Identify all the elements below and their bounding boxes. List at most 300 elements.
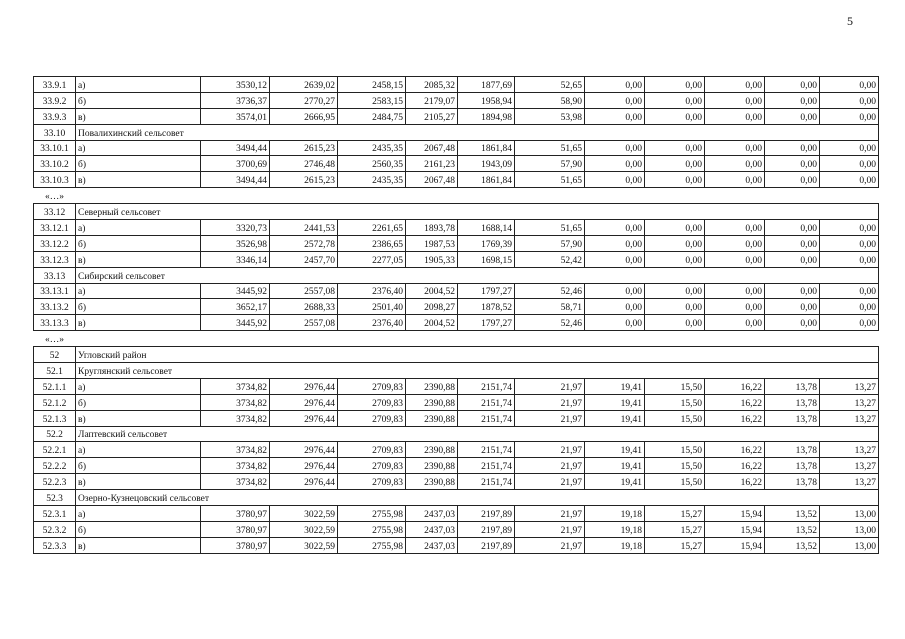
value-cell: 2390,88: [406, 442, 458, 458]
value-cell: 0,00: [705, 299, 765, 315]
row-letter: б): [76, 521, 201, 537]
value-cell: 2458,15: [338, 77, 406, 93]
section-row: [34, 267, 879, 283]
ellipsis-mark: «…»: [45, 192, 64, 203]
value-cell: 21,97: [515, 410, 585, 426]
value-cell: 13,78: [765, 410, 820, 426]
value-cell: 1769,39: [458, 235, 515, 251]
value-cell: 3494,44: [201, 172, 270, 188]
value-cell: 13,78: [765, 442, 820, 458]
value-cell: 0,00: [765, 108, 820, 124]
value-cell: 1958,94: [458, 92, 515, 108]
value-cell: 0,00: [645, 77, 705, 93]
row-code: 33.9.1: [34, 77, 76, 93]
table-row: [34, 299, 879, 315]
value-cell: 0,00: [645, 156, 705, 172]
value-cell: 3734,82: [201, 378, 270, 394]
value-cell: 3734,82: [201, 458, 270, 474]
value-cell: 2583,15: [338, 92, 406, 108]
value-cell: 13,27: [820, 474, 879, 490]
value-cell: 0,00: [645, 299, 705, 315]
value-cell: 0,00: [645, 92, 705, 108]
table-row: [34, 156, 879, 172]
value-cell: 3320,73: [201, 220, 270, 236]
value-cell: 2435,35: [338, 172, 406, 188]
value-cell: 2151,74: [458, 394, 515, 410]
value-cell: 0,00: [820, 235, 879, 251]
value-cell: 2709,83: [338, 378, 406, 394]
value-cell: 16,22: [705, 410, 765, 426]
value-cell: 0,00: [820, 283, 879, 299]
value-cell: 51,65: [515, 220, 585, 236]
value-cell: 0,00: [585, 235, 645, 251]
value-cell: 1861,84: [458, 172, 515, 188]
value-cell: 2557,08: [270, 315, 338, 331]
value-cell: 21,97: [515, 537, 585, 553]
value-cell: 52,46: [515, 283, 585, 299]
value-cell: 13,27: [820, 394, 879, 410]
value-cell: 2437,03: [406, 537, 458, 553]
table-row: [34, 537, 879, 553]
value-cell: 0,00: [645, 140, 705, 156]
table-row: [34, 410, 879, 426]
value-cell: 0,00: [705, 172, 765, 188]
value-cell: 13,52: [765, 521, 820, 537]
value-cell: 19,41: [585, 410, 645, 426]
value-cell: 16,22: [705, 442, 765, 458]
value-cell: 2376,40: [338, 315, 406, 331]
value-cell: 19,18: [585, 506, 645, 522]
row-letter: а): [76, 140, 201, 156]
value-cell: 3652,17: [201, 299, 270, 315]
value-cell: 0,00: [820, 77, 879, 93]
value-cell: 2709,83: [338, 474, 406, 490]
section-name: Лаптевский сельсовет: [76, 426, 879, 442]
value-cell: 3736,37: [201, 92, 270, 108]
value-cell: 0,00: [820, 299, 879, 315]
value-cell: 21,97: [515, 442, 585, 458]
section-row: [34, 124, 879, 140]
section-code: 33.13: [34, 267, 76, 283]
value-cell: 2085,32: [406, 77, 458, 93]
row-letter: а): [76, 506, 201, 522]
value-cell: 58,71: [515, 299, 585, 315]
value-cell: 16,22: [705, 378, 765, 394]
table-row: [34, 92, 879, 108]
row-code: 52.2.2: [34, 458, 76, 474]
value-cell: 15,50: [645, 410, 705, 426]
value-cell: 0,00: [705, 108, 765, 124]
value-cell: 0,00: [705, 235, 765, 251]
value-cell: 2151,74: [458, 474, 515, 490]
value-cell: 19,41: [585, 394, 645, 410]
value-cell: 19,41: [585, 458, 645, 474]
row-code: 33.12.3: [34, 251, 76, 267]
table-row: [34, 140, 879, 156]
value-cell: 2770,27: [270, 92, 338, 108]
table-row: [34, 235, 879, 251]
value-cell: 13,00: [820, 506, 879, 522]
value-cell: 0,00: [585, 251, 645, 267]
value-cell: 0,00: [705, 251, 765, 267]
value-cell: 19,41: [585, 442, 645, 458]
value-cell: 3445,92: [201, 315, 270, 331]
section-name: Сибирский сельсовет: [76, 267, 879, 283]
value-cell: 13,27: [820, 410, 879, 426]
value-cell: 0,00: [765, 77, 820, 93]
row-code: 52.1.2: [34, 394, 76, 410]
value-cell: 2437,03: [406, 506, 458, 522]
value-cell: 2615,23: [270, 172, 338, 188]
value-cell: 2755,98: [338, 537, 406, 553]
value-cell: 3734,82: [201, 442, 270, 458]
value-cell: 15,50: [645, 442, 705, 458]
value-cell: 1698,15: [458, 251, 515, 267]
value-cell: 0,00: [585, 77, 645, 93]
section-name: Повалихинский сельсовет: [76, 124, 879, 140]
value-cell: 2277,05: [338, 251, 406, 267]
row-letter: в): [76, 172, 201, 188]
value-cell: 2151,74: [458, 458, 515, 474]
value-cell: 21,97: [515, 506, 585, 522]
value-cell: 3734,82: [201, 410, 270, 426]
table-row: [34, 521, 879, 537]
value-cell: 15,27: [645, 537, 705, 553]
section-name: Угловский район: [76, 347, 879, 363]
value-cell: 13,27: [820, 442, 879, 458]
value-cell: 51,65: [515, 140, 585, 156]
value-cell: 51,65: [515, 172, 585, 188]
value-cell: 0,00: [705, 315, 765, 331]
value-cell: 3445,92: [201, 283, 270, 299]
value-cell: 2709,83: [338, 394, 406, 410]
value-cell: 0,00: [820, 251, 879, 267]
ellipsis-row: [34, 331, 879, 347]
value-cell: 2197,89: [458, 521, 515, 537]
table-row: [34, 172, 879, 188]
row-letter: б): [76, 458, 201, 474]
row-letter: б): [76, 299, 201, 315]
row-letter: а): [76, 442, 201, 458]
row-code: 52.1.1: [34, 378, 76, 394]
value-cell: 1943,09: [458, 156, 515, 172]
value-cell: 0,00: [645, 108, 705, 124]
table-row: [34, 77, 879, 93]
section-code: 33.12: [34, 204, 76, 220]
row-letter: а): [76, 283, 201, 299]
value-cell: 15,94: [705, 537, 765, 553]
row-code: 33.9.2: [34, 92, 76, 108]
value-cell: 21,97: [515, 474, 585, 490]
value-cell: 2976,44: [270, 378, 338, 394]
value-cell: 13,00: [820, 521, 879, 537]
value-cell: 0,00: [585, 108, 645, 124]
row-code: 52.3.1: [34, 506, 76, 522]
value-cell: 2390,88: [406, 378, 458, 394]
value-cell: 2746,48: [270, 156, 338, 172]
value-cell: 16,22: [705, 458, 765, 474]
value-cell: 2976,44: [270, 458, 338, 474]
table-row: [34, 315, 879, 331]
value-cell: 0,00: [645, 235, 705, 251]
value-cell: 13,52: [765, 506, 820, 522]
row-letter: в): [76, 251, 201, 267]
value-cell: 15,27: [645, 521, 705, 537]
row-letter: в): [76, 315, 201, 331]
table-row: [34, 506, 879, 522]
value-cell: 0,00: [765, 315, 820, 331]
table-row: [34, 251, 879, 267]
value-cell: 13,78: [765, 394, 820, 410]
value-cell: 0,00: [820, 108, 879, 124]
row-code: 33.10.3: [34, 172, 76, 188]
table-row: [34, 442, 879, 458]
value-cell: 0,00: [645, 283, 705, 299]
value-cell: 2457,70: [270, 251, 338, 267]
value-cell: 2390,88: [406, 410, 458, 426]
value-cell: 21,97: [515, 458, 585, 474]
value-cell: 2709,83: [338, 410, 406, 426]
value-cell: 2004,52: [406, 283, 458, 299]
section-row: [34, 204, 879, 220]
value-cell: 2376,40: [338, 283, 406, 299]
value-cell: 2688,33: [270, 299, 338, 315]
value-cell: 1987,53: [406, 235, 458, 251]
value-cell: 0,00: [765, 172, 820, 188]
table-row: [34, 220, 879, 236]
value-cell: 2197,89: [458, 506, 515, 522]
row-letter: б): [76, 156, 201, 172]
value-cell: 52,46: [515, 315, 585, 331]
row-code: 33.10.1: [34, 140, 76, 156]
value-cell: 16,22: [705, 474, 765, 490]
value-cell: 0,00: [765, 156, 820, 172]
value-cell: 53,98: [515, 108, 585, 124]
value-cell: 2755,98: [338, 506, 406, 522]
table-row: [34, 283, 879, 299]
value-cell: 2151,74: [458, 410, 515, 426]
value-cell: 2161,23: [406, 156, 458, 172]
value-cell: 15,94: [705, 506, 765, 522]
value-cell: 0,00: [820, 156, 879, 172]
section-row: [34, 347, 879, 363]
value-cell: 2615,23: [270, 140, 338, 156]
section-name: Круглянский сельсовет: [76, 363, 879, 379]
value-cell: 2572,78: [270, 235, 338, 251]
value-cell: 2976,44: [270, 394, 338, 410]
value-cell: 0,00: [705, 156, 765, 172]
value-cell: 15,50: [645, 458, 705, 474]
value-cell: 57,90: [515, 156, 585, 172]
value-cell: 2709,83: [338, 458, 406, 474]
value-cell: 19,18: [585, 521, 645, 537]
value-cell: 0,00: [705, 220, 765, 236]
value-cell: 2976,44: [270, 410, 338, 426]
value-cell: 52,42: [515, 251, 585, 267]
value-cell: 0,00: [645, 172, 705, 188]
row-letter: а): [76, 378, 201, 394]
value-cell: 1905,33: [406, 251, 458, 267]
section-code: 52.3: [34, 490, 76, 506]
ellipsis-spacer: [76, 188, 879, 204]
value-cell: 2557,08: [270, 283, 338, 299]
value-cell: 0,00: [585, 156, 645, 172]
value-cell: 0,00: [705, 77, 765, 93]
row-code: 33.10.2: [34, 156, 76, 172]
value-cell: 13,00: [820, 537, 879, 553]
value-cell: 0,00: [705, 283, 765, 299]
value-cell: 0,00: [765, 299, 820, 315]
value-cell: 0,00: [765, 140, 820, 156]
table-row: [34, 378, 879, 394]
row-letter: в): [76, 474, 201, 490]
value-cell: 13,78: [765, 378, 820, 394]
value-cell: 21,97: [515, 521, 585, 537]
value-cell: 0,00: [820, 140, 879, 156]
value-cell: 2390,88: [406, 458, 458, 474]
row-letter: а): [76, 220, 201, 236]
value-cell: 2067,48: [406, 172, 458, 188]
value-cell: 0,00: [645, 220, 705, 236]
value-cell: 0,00: [645, 251, 705, 267]
row-code: 52.1.3: [34, 410, 76, 426]
value-cell: 0,00: [585, 92, 645, 108]
row-code: 33.12.1: [34, 220, 76, 236]
section-row: [34, 490, 879, 506]
row-letter: в): [76, 108, 201, 124]
table-row: [34, 394, 879, 410]
row-code: 52.3.3: [34, 537, 76, 553]
value-cell: 13,27: [820, 378, 879, 394]
page-number: 5: [847, 14, 853, 28]
value-cell: 3780,97: [201, 537, 270, 553]
value-cell: 3022,59: [270, 537, 338, 553]
tariff-table: [33, 76, 879, 554]
value-cell: 19,41: [585, 474, 645, 490]
value-cell: 21,97: [515, 378, 585, 394]
value-cell: 3022,59: [270, 506, 338, 522]
value-cell: 0,00: [765, 92, 820, 108]
value-cell: 2501,40: [338, 299, 406, 315]
value-cell: 2709,83: [338, 442, 406, 458]
value-cell: 15,50: [645, 394, 705, 410]
value-cell: 3700,69: [201, 156, 270, 172]
section-code: 52: [34, 347, 76, 363]
value-cell: 0,00: [765, 283, 820, 299]
value-cell: 2666,95: [270, 108, 338, 124]
value-cell: 2484,75: [338, 108, 406, 124]
value-cell: 3780,97: [201, 506, 270, 522]
value-cell: 2151,74: [458, 378, 515, 394]
value-cell: 2004,52: [406, 315, 458, 331]
value-cell: 0,00: [645, 315, 705, 331]
value-cell: 0,00: [585, 220, 645, 236]
value-cell: 2098,27: [406, 299, 458, 315]
value-cell: 0,00: [585, 315, 645, 331]
value-cell: 2755,98: [338, 521, 406, 537]
row-code: 33.13.3: [34, 315, 76, 331]
value-cell: 2386,65: [338, 235, 406, 251]
value-cell: 0,00: [765, 235, 820, 251]
value-cell: 0,00: [585, 283, 645, 299]
value-cell: 1894,98: [458, 108, 515, 124]
value-cell: 13,78: [765, 458, 820, 474]
value-cell: 3574,01: [201, 108, 270, 124]
value-cell: 2435,35: [338, 140, 406, 156]
ellipsis-spacer: [76, 331, 879, 347]
row-code: 33.12.2: [34, 235, 76, 251]
value-cell: 13,78: [765, 474, 820, 490]
row-code: 52.2.1: [34, 442, 76, 458]
value-cell: 1797,27: [458, 283, 515, 299]
section-row: [34, 363, 879, 379]
value-cell: 15,50: [645, 378, 705, 394]
row-letter: б): [76, 235, 201, 251]
section-code: 52.1: [34, 363, 76, 379]
value-cell: 2390,88: [406, 394, 458, 410]
value-cell: 52,65: [515, 77, 585, 93]
value-cell: 0,00: [820, 172, 879, 188]
value-cell: 58,90: [515, 92, 585, 108]
value-cell: 1797,27: [458, 315, 515, 331]
value-cell: 2261,65: [338, 220, 406, 236]
value-cell: 2560,35: [338, 156, 406, 172]
value-cell: 3494,44: [201, 140, 270, 156]
row-letter: в): [76, 537, 201, 553]
value-cell: 1688,14: [458, 220, 515, 236]
value-cell: 0,00: [820, 220, 879, 236]
value-cell: 0,00: [585, 299, 645, 315]
row-letter: б): [76, 92, 201, 108]
value-cell: 19,41: [585, 378, 645, 394]
table-row: [34, 108, 879, 124]
row-code: 33.9.3: [34, 108, 76, 124]
value-cell: 16,22: [705, 394, 765, 410]
value-cell: 3530,12: [201, 77, 270, 93]
row-letter: б): [76, 394, 201, 410]
row-code: 33.13.1: [34, 283, 76, 299]
table-row: [34, 474, 879, 490]
value-cell: 15,94: [705, 521, 765, 537]
value-cell: 1893,78: [406, 220, 458, 236]
value-cell: 2441,53: [270, 220, 338, 236]
section-row: [34, 426, 879, 442]
value-cell: 1878,52: [458, 299, 515, 315]
value-cell: 3734,82: [201, 394, 270, 410]
value-cell: 2639,02: [270, 77, 338, 93]
value-cell: 3346,14: [201, 251, 270, 267]
value-cell: 13,52: [765, 537, 820, 553]
ellipsis-row: [34, 188, 879, 204]
value-cell: 2437,03: [406, 521, 458, 537]
value-cell: 3022,59: [270, 521, 338, 537]
value-cell: 0,00: [585, 172, 645, 188]
value-cell: 13,27: [820, 458, 879, 474]
value-cell: 0,00: [585, 140, 645, 156]
value-cell: 15,50: [645, 474, 705, 490]
row-letter: в): [76, 410, 201, 426]
row-letter: а): [76, 77, 201, 93]
value-cell: 15,27: [645, 506, 705, 522]
value-cell: 2151,74: [458, 442, 515, 458]
value-cell: 3780,97: [201, 521, 270, 537]
value-cell: 2197,89: [458, 537, 515, 553]
section-name: Озерно-Кузнецовский сельсовет: [76, 490, 879, 506]
row-code: 52.3.2: [34, 521, 76, 537]
value-cell: 57,90: [515, 235, 585, 251]
value-cell: 2976,44: [270, 474, 338, 490]
value-cell: 2179,07: [406, 92, 458, 108]
